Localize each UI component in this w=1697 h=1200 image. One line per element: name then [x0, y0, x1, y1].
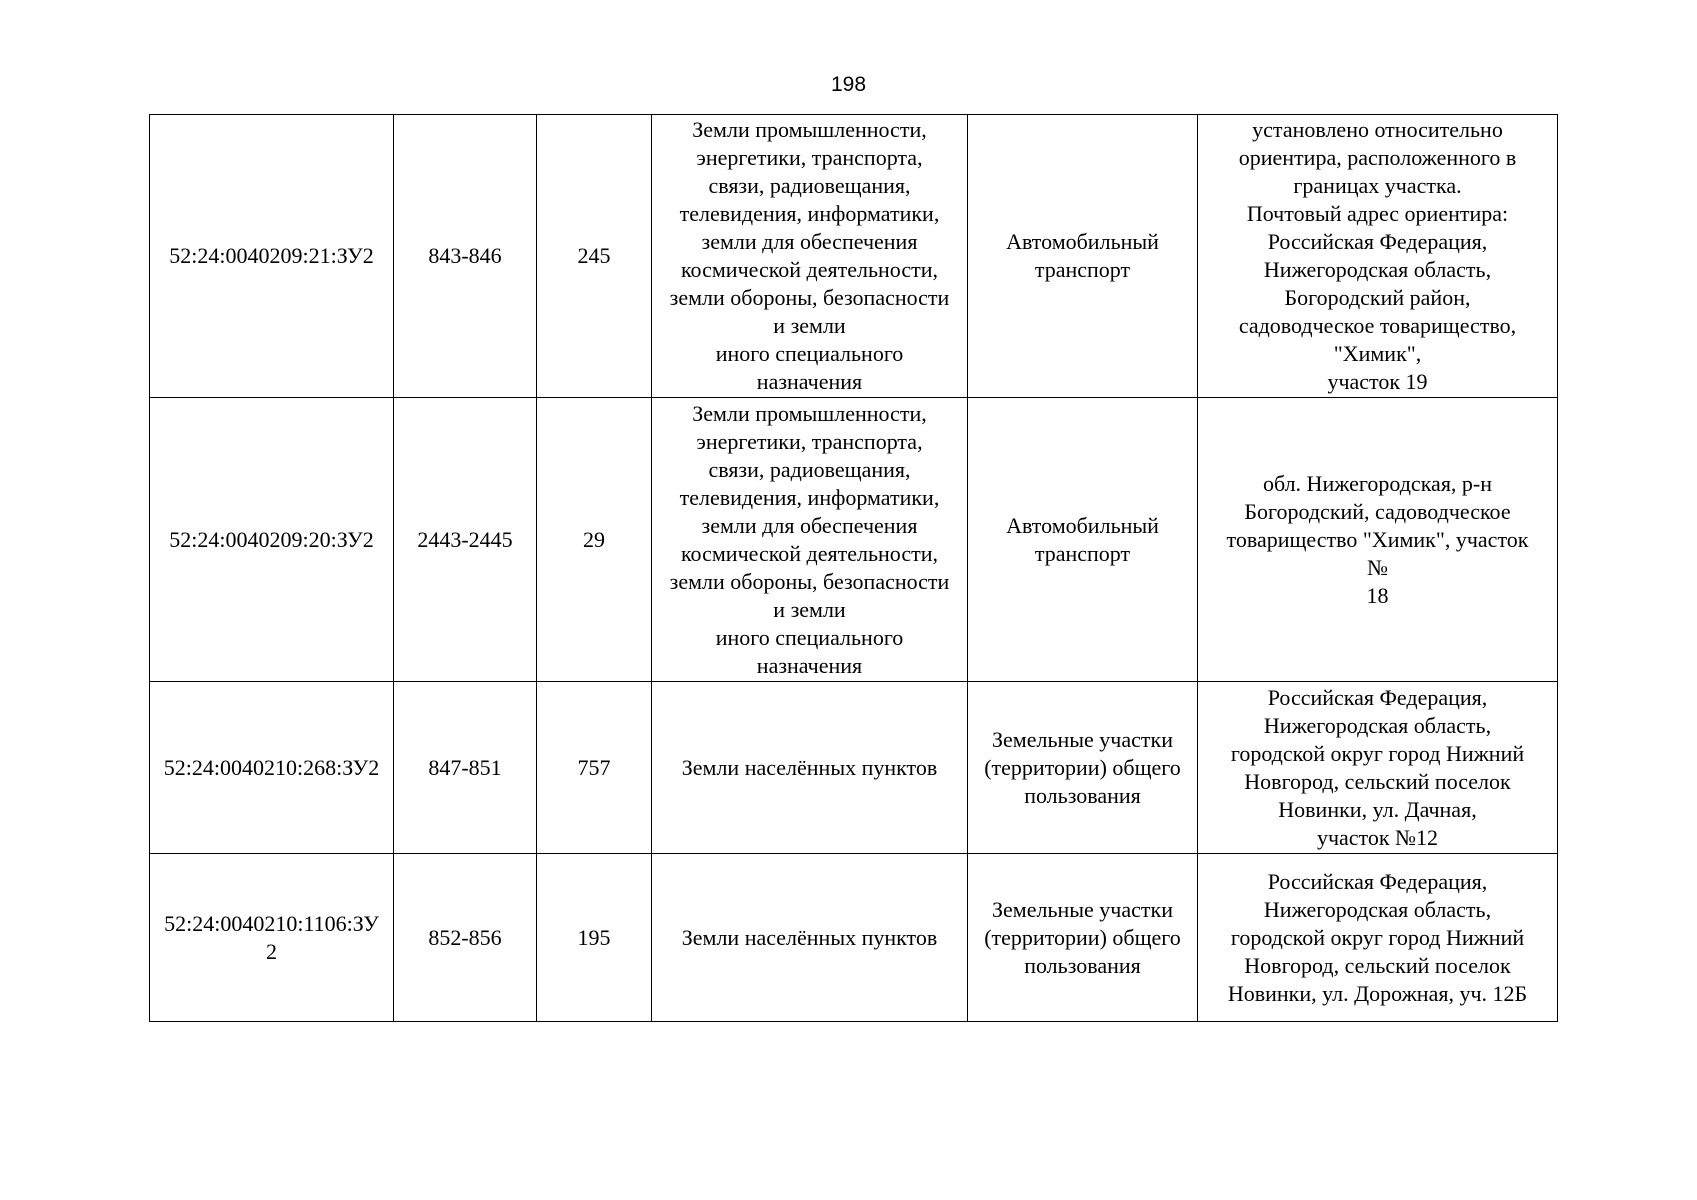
points-cell: 852-856 [394, 854, 537, 1022]
land-category-cell: Земли населённых пунктов [652, 854, 968, 1022]
land-plots-table [149, 114, 1558, 1022]
points-cell: 843-846 [394, 115, 537, 398]
table-row [150, 682, 1558, 854]
address-cell: установлено относительно ориентира, расположенного в границах участка. Почтовый адрес ориентира: Российская Федерация, Нижегородская область, Богородский район, садоводческое товарищество, "Химик", участок 19 [1198, 115, 1558, 398]
land-category-cell: Земли населённых пунктов [652, 682, 968, 854]
table-row [150, 115, 1558, 398]
permitted-use-cell: Земельные участки (территории) общего пользования [968, 682, 1198, 854]
area-cell: 195 [537, 854, 652, 1022]
cadastral-number-cell: 52:24:0040209:20:ЗУ2 [150, 398, 394, 682]
cadastral-number-cell: 52:24:0040209:21:ЗУ2 [150, 115, 394, 398]
address-cell: обл. Нижегородская, р-н Богородский, садоводческое товарищество "Химик", участок № 18 [1198, 398, 1558, 682]
cadastral-number-cell: 52:24:0040210:1106:ЗУ 2 [150, 854, 394, 1022]
page-number: 198 [830, 73, 867, 96]
permitted-use-cell: Автомобильный транспорт [968, 398, 1198, 682]
land-category-cell: Земли промышленности, энергетики, транспорта, связи, радиовещания, телевидения, информатики, земли для обеспечения космической деятельности, земли обороны, безопасности и земли иного специального назначения [652, 398, 968, 682]
land-category-cell: Земли промышленности, энергетики, транспорта, связи, радиовещания, телевидения, информатики, земли для обеспечения космической деятельности, земли обороны, безопасности и земли иного специального назначения [652, 115, 968, 398]
points-cell: 847-851 [394, 682, 537, 854]
cadastral-number-cell: 52:24:0040210:268:ЗУ2 [150, 682, 394, 854]
points-cell: 2443-2445 [394, 398, 537, 682]
area-cell: 757 [537, 682, 652, 854]
address-cell: Российская Федерация, Нижегородская область, городской округ город Нижний Новгород, сельский поселок Новинки, ул. Дорожная, уч. 12Б [1198, 854, 1558, 1022]
table-row [150, 398, 1558, 682]
area-cell: 29 [537, 398, 652, 682]
permitted-use-cell: Автомобильный транспорт [968, 115, 1198, 398]
area-cell: 245 [537, 115, 652, 398]
permitted-use-cell: Земельные участки (территории) общего пользования [968, 854, 1198, 1022]
address-cell: Российская Федерация, Нижегородская область, городской округ город Нижний Новгород, сельский поселок Новинки, ул. Дачная, участок №12 [1198, 682, 1558, 854]
table-row [150, 854, 1558, 1022]
